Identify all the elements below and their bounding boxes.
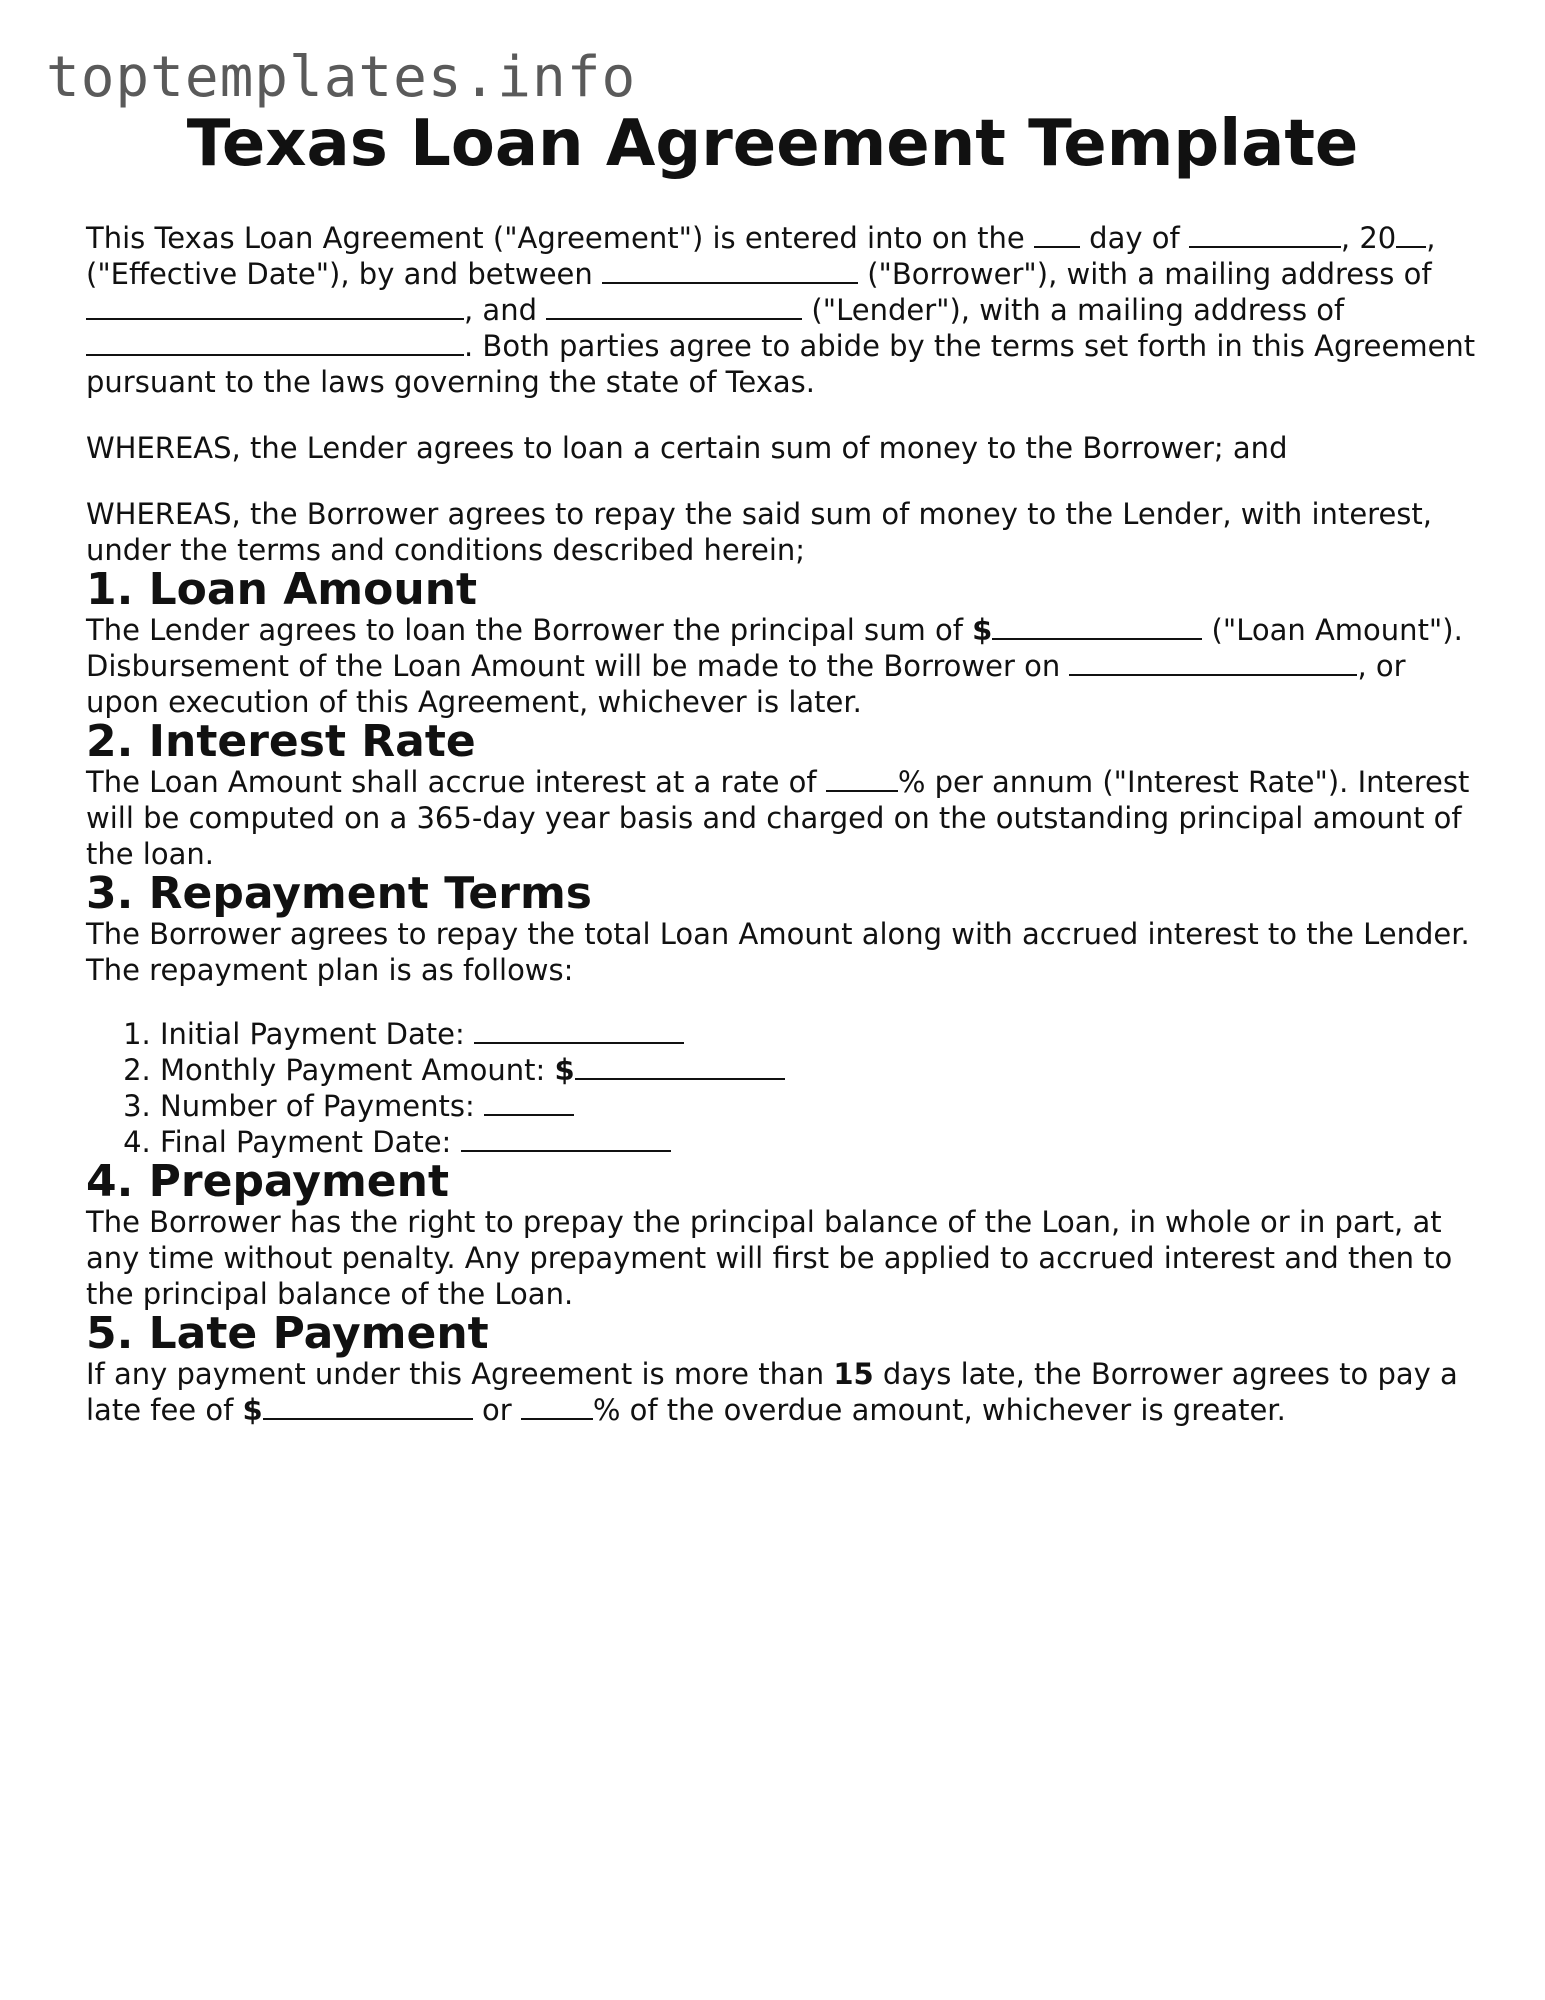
monthly-dollar-sign: $ [554,1053,575,1087]
blank-month [1189,220,1341,248]
prepayment-paragraph: The Borrower has the right to prepay the principal balance of the Loan, in whole or in part, at any time without penalty. Any prepayment will first be applied to accrued interest and then to the principal balance of the Loan. [86,1205,1453,1311]
late-text-3: or [472,1393,521,1427]
blank-day [1034,220,1080,248]
late-payment-paragraph [86,1356,1476,1428]
intro-text-4: , ("Effective Date"), by and between [86,221,1436,291]
loan-amount-text-1: The Lender agrees to loan the Borrower the principal sum of [86,613,973,647]
intro-text-6: , and [464,293,547,327]
initial-payment-label: Initial Payment Date: [160,1017,474,1051]
repayment-paragraph: The Borrower agrees to repay the total Loan Amount along with accrued interest to the Lender. The repayment plan is as follows: [86,917,1470,987]
list-item [160,1124,1476,1160]
document-body [86,220,1476,1428]
blank-loan-amount [992,612,1202,640]
blank-borrower-name [602,256,858,284]
late-text-1: If any payment under this Agreement is more than [86,1357,834,1391]
number-of-payments-label: Number of Payments: [160,1089,484,1123]
blank-borrower-address [86,292,464,320]
blank-interest-rate [826,764,898,792]
intro-text-7: ("Lender"), with a mailing address of [802,293,1345,327]
blank-final-payment-date [461,1124,671,1152]
blank-late-fee-percent [521,1392,593,1420]
blank-lender-name [546,292,802,320]
late-days-count: 15 [833,1357,874,1391]
late-dollar-sign: $ [242,1393,263,1427]
interest-rate-paragraph [86,764,1476,872]
section-heading-repayment-terms: 3. Repayment Terms [86,868,592,919]
repayment-list [86,1016,1476,1160]
intro-text-5: ("Borrower"), with a mailing address of [857,257,1432,291]
section-heading-loan-amount: 1. Loan Amount [86,564,478,615]
whereas-paragraph-2: WHEREAS, the Borrower agrees to repay the said sum of money to the Lender, with interest, under the terms and conditions described herein; [86,497,1432,567]
blank-lender-address [86,328,464,356]
intro-text-2: day of [1079,221,1189,255]
final-payment-label: Final Payment Date: [160,1125,461,1159]
blank-monthly-payment-amount [575,1052,785,1080]
intro-text-3: , 20 [1340,221,1397,255]
list-item [160,1088,1476,1124]
late-text-4: % of the overdue amount, whichever is greater. [592,1393,1286,1427]
interest-text-2: % per annum ("Interest Rate"). Interest will be computed on a 365-day year basis and charged on the outstanding principal amount of the loan. [86,765,1470,871]
late-text-2: days late, the Borrower agrees to pay a late fee of [86,1357,1458,1427]
loan-amount-text-2: ("Loan Amount"). Disbursement of the Loan Amount will be made to the Borrower on [86,613,1463,683]
blank-initial-payment-date [474,1016,684,1044]
list-item [160,1052,1476,1088]
section-heading-interest-rate: 2. Interest Rate [86,716,476,767]
page-title: Texas Loan Agreement Template [186,107,1359,181]
loan-amount-paragraph [86,612,1476,720]
loan-amount-text-3: , or upon execution of this Agreement, whichever is later. [86,649,1406,719]
section-heading-late-payment: 5. Late Payment [86,1308,489,1359]
blank-number-of-payments [484,1088,574,1116]
interest-text-1: The Loan Amount shall accrue interest at a rate of [86,765,826,799]
blank-late-fee-amount [263,1392,473,1420]
monthly-payment-label: Monthly Payment Amount: [160,1053,555,1087]
watermark: toptemplates.info [46,45,637,110]
blank-year [1396,220,1426,248]
loan-dollar-sign: $ [972,613,993,647]
intro-paragraph [86,220,1476,400]
blank-disbursement-date [1069,648,1357,676]
list-item [160,1016,1476,1052]
section-heading-prepayment: 4. Prepayment [86,1156,449,1207]
intro-text-1: This Texas Loan Agreement ("Agreement") is entered into on the [86,221,1034,255]
intro-text-8: . Both parties agree to abide by the terms set forth in this Agreement pursuant to the laws governing the state of Texas. [86,329,1476,399]
whereas-paragraph-1: WHEREAS, the Lender agrees to loan a certain sum of money to the Borrower; and [86,431,1288,465]
